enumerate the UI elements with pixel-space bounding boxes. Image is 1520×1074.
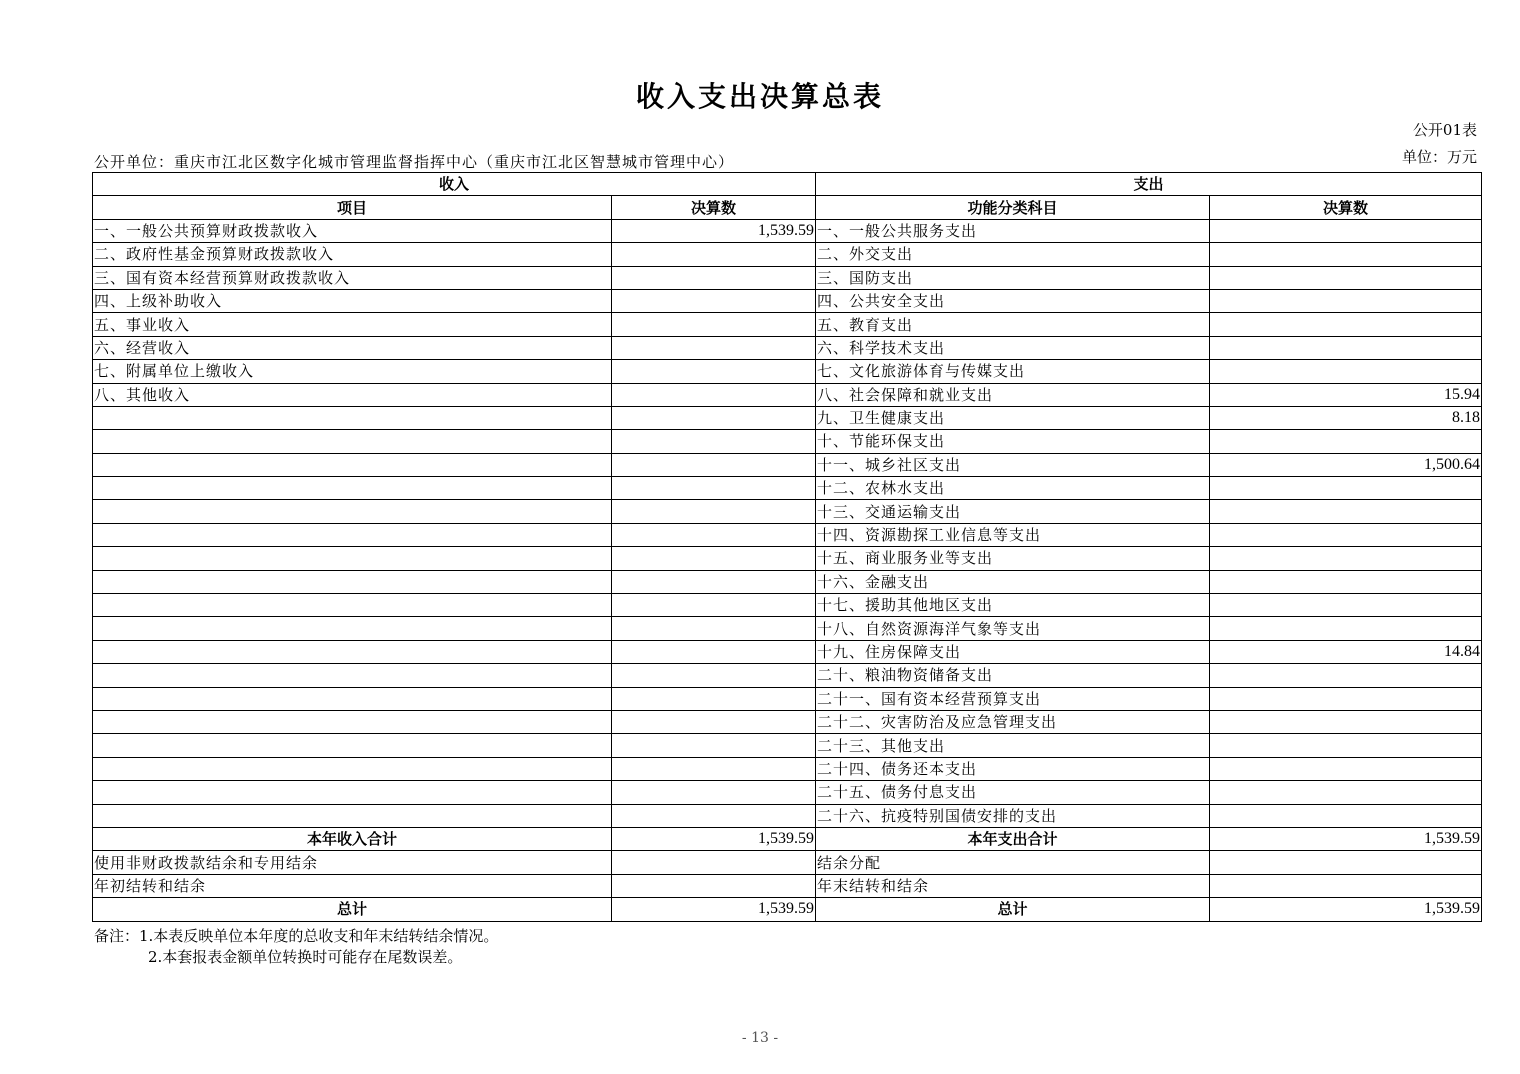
income-value <box>612 570 816 593</box>
amount-column-header: 决算数 <box>612 196 816 219</box>
expense-value <box>1210 734 1482 757</box>
income-item <box>93 664 612 687</box>
income-item <box>93 804 612 827</box>
income-value <box>612 500 816 523</box>
table-row <box>93 594 1482 617</box>
table-row <box>93 640 1482 663</box>
table-column-header <box>93 196 1482 219</box>
income-item <box>93 617 612 640</box>
income-value <box>612 617 816 640</box>
note-line-1: 备注：1.本表反映单位本年度的总收支和年末结转结余情况。 <box>94 927 499 945</box>
income-value <box>612 406 816 429</box>
expense-item: 二十三、其他支出 <box>816 734 1210 757</box>
income-item <box>93 430 612 453</box>
expense-value <box>1210 804 1482 827</box>
expense-item: 一、一般公共服务支出 <box>816 219 1210 242</box>
table-row <box>93 734 1482 757</box>
income-item <box>93 570 612 593</box>
expense-value <box>1210 874 1482 897</box>
income-value <box>612 266 816 289</box>
item-column-header: 项目 <box>93 196 612 219</box>
table-row <box>93 453 1482 476</box>
expense-item: 二十、粮油物资储备支出 <box>816 664 1210 687</box>
table-row <box>93 500 1482 523</box>
income-value: 1,539.59 <box>612 219 816 242</box>
expense-item: 年末结转和结余 <box>816 874 1210 897</box>
expense-value <box>1210 477 1482 500</box>
income-value <box>612 383 816 406</box>
table-row <box>93 266 1482 289</box>
unit-label: 单位：万元 <box>1401 148 1477 166</box>
expense-item: 十九、住房保障支出 <box>816 640 1210 663</box>
expense-value <box>1210 851 1482 874</box>
extra-row <box>93 874 1482 897</box>
income-item <box>93 687 612 710</box>
expense-item: 六、科学技术支出 <box>816 336 1210 359</box>
table-row <box>93 687 1482 710</box>
table-row <box>93 360 1482 383</box>
expense-value <box>1210 687 1482 710</box>
income-value <box>612 664 816 687</box>
table-row <box>93 710 1482 733</box>
expense-item: 二十二、灾害防治及应急管理支出 <box>816 710 1210 733</box>
income-item <box>93 734 612 757</box>
income-item: 七、附属单位上缴收入 <box>93 360 612 383</box>
income-subtotal-value: 1,539.59 <box>612 827 816 850</box>
expense-value <box>1210 266 1482 289</box>
expense-item: 二十一、国有资本经营预算支出 <box>816 687 1210 710</box>
income-item: 使用非财政拨款结余和专用结余 <box>93 851 612 874</box>
table-row <box>93 219 1482 242</box>
income-value <box>612 687 816 710</box>
income-value <box>612 781 816 804</box>
expense-value <box>1210 547 1482 570</box>
table-row <box>93 336 1482 359</box>
income-item <box>93 477 612 500</box>
expense-value <box>1210 289 1482 312</box>
subtotal-row <box>93 827 1482 850</box>
expense-item: 四、公共安全支出 <box>816 289 1210 312</box>
table-row <box>93 664 1482 687</box>
table-row <box>93 757 1482 780</box>
expense-item: 十八、自然资源海洋气象等支出 <box>816 617 1210 640</box>
notes <box>94 926 498 968</box>
extra-row <box>93 851 1482 874</box>
table-row <box>93 547 1482 570</box>
income-item <box>93 406 612 429</box>
page-title: 收入支出决算总表 <box>635 80 884 113</box>
expense-value <box>1210 360 1482 383</box>
expense-item: 二十四、债务还本支出 <box>816 757 1210 780</box>
expense-item: 五、教育支出 <box>816 313 1210 336</box>
income-value <box>612 453 816 476</box>
expense-value <box>1210 710 1482 733</box>
expense-item: 十五、商业服务业等支出 <box>816 547 1210 570</box>
table-row <box>93 289 1482 312</box>
income-item: 五、事业收入 <box>93 313 612 336</box>
expense-item: 十七、援助其他地区支出 <box>816 594 1210 617</box>
table-body <box>93 219 1482 827</box>
table-row <box>93 570 1482 593</box>
expense-subtotal-value: 1,539.59 <box>1210 827 1482 850</box>
expense-value <box>1210 336 1482 359</box>
income-item <box>93 781 612 804</box>
income-value <box>612 874 816 897</box>
income-value <box>612 243 816 266</box>
expense-total-value: 1,539.59 <box>1210 898 1482 921</box>
income-item: 年初结转和结余 <box>93 874 612 897</box>
expense-item: 结余分配 <box>816 851 1210 874</box>
table-row <box>93 477 1482 500</box>
income-item <box>93 500 612 523</box>
income-value <box>612 336 816 359</box>
expense-item: 十四、资源勘探工业信息等支出 <box>816 523 1210 546</box>
income-value <box>612 594 816 617</box>
expense-value <box>1210 664 1482 687</box>
income-item: 二、政府性基金预算财政拨款收入 <box>93 243 612 266</box>
income-value <box>612 851 816 874</box>
func-item-column-header: 功能分类科目 <box>816 196 1210 219</box>
amount2-column-header: 决算数 <box>1210 196 1482 219</box>
income-item: 八、其他收入 <box>93 383 612 406</box>
organization-label: 公开单位：重庆市江北区数字化城市管理监督指挥中心（重庆市江北区智慧城市管理中心） <box>94 153 735 171</box>
expense-value <box>1210 500 1482 523</box>
income-value <box>612 430 816 453</box>
income-header: 收入 <box>93 173 816 196</box>
table-row <box>93 781 1482 804</box>
expense-value <box>1210 781 1482 804</box>
expense-item: 九、卫生健康支出 <box>816 406 1210 429</box>
income-item <box>93 640 612 663</box>
table-group-header <box>93 173 1482 196</box>
income-item <box>93 757 612 780</box>
table-row <box>93 617 1482 640</box>
expense-value: 1,500.64 <box>1210 453 1482 476</box>
income-value <box>612 477 816 500</box>
income-item <box>93 453 612 476</box>
table-row <box>93 406 1482 429</box>
table-summary <box>93 827 1482 921</box>
income-item: 一、一般公共预算财政拨款收入 <box>93 219 612 242</box>
expense-item: 十二、农林水支出 <box>816 477 1210 500</box>
income-total-label: 总计 <box>93 898 612 921</box>
expense-value: 8.18 <box>1210 406 1482 429</box>
table-row <box>93 313 1482 336</box>
income-item <box>93 594 612 617</box>
income-total-value: 1,539.59 <box>612 898 816 921</box>
page-number: - 13 - <box>741 1030 779 1046</box>
income-expense-table <box>92 172 1482 922</box>
income-item <box>93 523 612 546</box>
expense-value <box>1210 430 1482 453</box>
form-number: 公开01表 <box>1412 121 1477 139</box>
expense-value <box>1210 617 1482 640</box>
expense-value <box>1210 570 1482 593</box>
total-row <box>93 898 1482 921</box>
note-line-2: 2.本套报表金额单位转换时可能存在尾数误差。 <box>148 948 463 966</box>
expense-item: 三、国防支出 <box>816 266 1210 289</box>
income-value <box>612 757 816 780</box>
expense-value <box>1210 219 1482 242</box>
income-item: 六、经营收入 <box>93 336 612 359</box>
expense-item: 十六、金融支出 <box>816 570 1210 593</box>
expense-item: 二十六、抗疫特别国债安排的支出 <box>816 804 1210 827</box>
table-row <box>93 243 1482 266</box>
income-value <box>612 710 816 733</box>
expense-item: 十三、交通运输支出 <box>816 500 1210 523</box>
expense-item: 七、文化旅游体育与传媒支出 <box>816 360 1210 383</box>
expense-item: 八、社会保障和就业支出 <box>816 383 1210 406</box>
expense-subtotal-label: 本年支出合计 <box>816 827 1210 850</box>
income-value <box>612 313 816 336</box>
expense-total-label: 总计 <box>816 898 1210 921</box>
expense-item: 十、节能环保支出 <box>816 430 1210 453</box>
table-row <box>93 523 1482 546</box>
expense-value <box>1210 594 1482 617</box>
income-item: 四、上级补助收入 <box>93 289 612 312</box>
table-row <box>93 383 1482 406</box>
income-value <box>612 289 816 312</box>
income-value <box>612 547 816 570</box>
income-value <box>612 360 816 383</box>
table-row <box>93 804 1482 827</box>
table-row <box>93 430 1482 453</box>
expense-value <box>1210 313 1482 336</box>
expense-item: 十一、城乡社区支出 <box>816 453 1210 476</box>
income-value <box>612 734 816 757</box>
income-value <box>612 640 816 663</box>
expense-value <box>1210 757 1482 780</box>
income-subtotal-label: 本年收入合计 <box>93 827 612 850</box>
income-item: 三、国有资本经营预算财政拨款收入 <box>93 266 612 289</box>
expense-item: 二、外交支出 <box>816 243 1210 266</box>
income-item <box>93 710 612 733</box>
expense-value <box>1210 243 1482 266</box>
expense-header: 支出 <box>816 173 1482 196</box>
expense-value: 14.84 <box>1210 640 1482 663</box>
income-item <box>93 547 612 570</box>
expense-item: 二十五、债务付息支出 <box>816 781 1210 804</box>
expense-value <box>1210 523 1482 546</box>
expense-value: 15.94 <box>1210 383 1482 406</box>
income-value <box>612 523 816 546</box>
income-value <box>612 804 816 827</box>
